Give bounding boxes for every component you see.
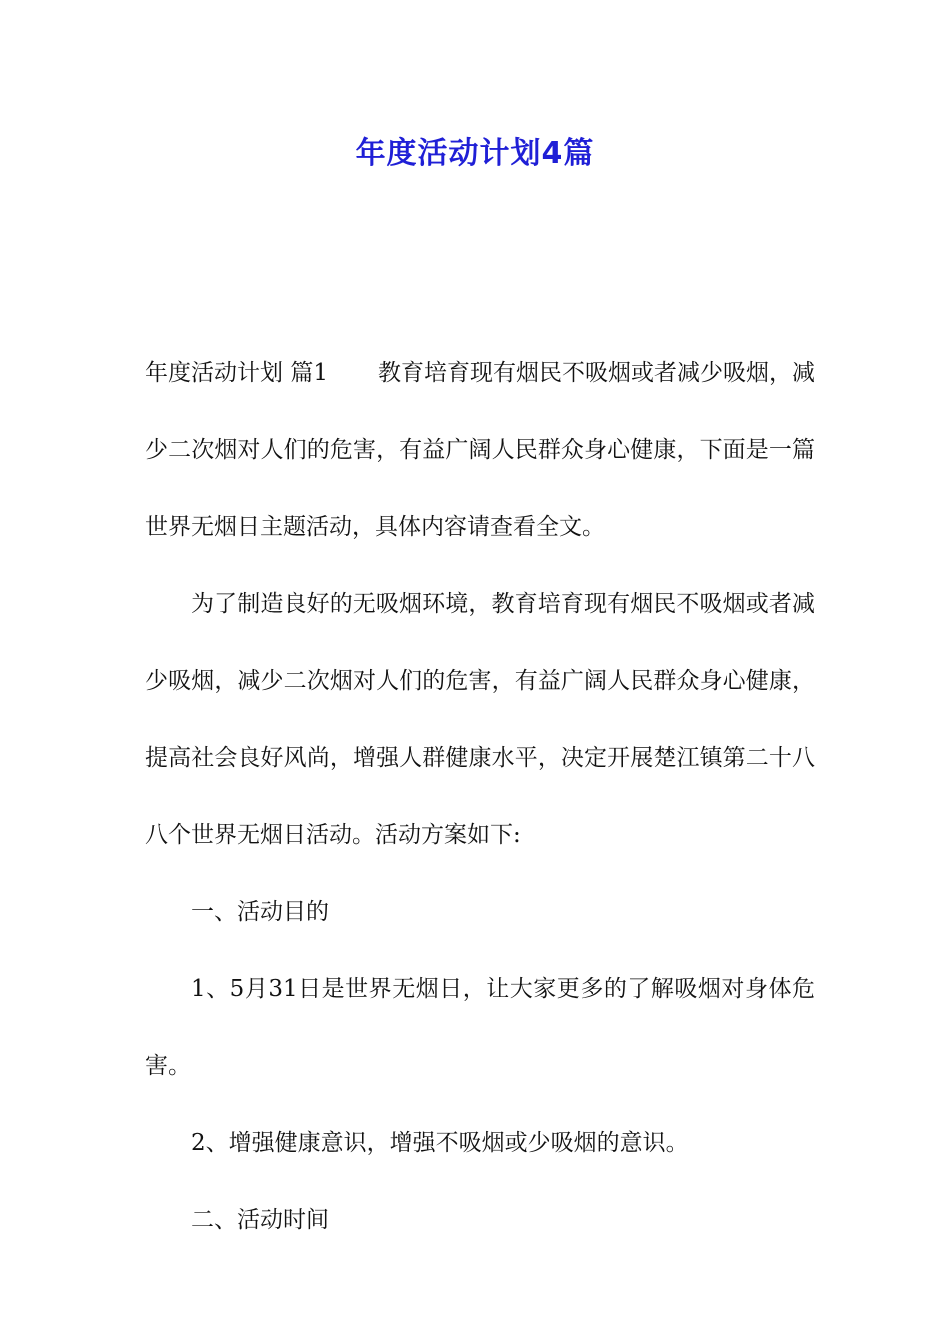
section-label: 年度活动计划 篇1 (145, 360, 328, 386)
document-body (145, 335, 815, 1259)
intro-text: 教育培育现有烟民不吸烟或者减少吸烟，减少二次烟对人们的危害，有益广阔人民群众身心健康，下面是一篇世界无烟日主题活动，具体内容请查看全文。 (145, 360, 816, 540)
heading-activity-goal: 一、活动目的 (191, 899, 329, 925)
document-title: 年度活动计划4篇 (355, 136, 595, 171)
goal-item-2: 2、增强健康意识，增强不吸烟或少吸烟的意识。 (191, 1130, 689, 1156)
paragraph-purpose-intro: 为了制造良好的无吸烟环境，教育培育现有烟民不吸烟或者减少吸烟，减少二次烟对人们的危害，有益广阔人民群众身心健康，提高社会良好风尚，增强人群健康水平，决定开展楚江镇第二十八八个世界无烟日活动。活动方案如下: (145, 591, 815, 848)
intro-paragraph (145, 335, 815, 566)
heading-activity-time: 二、活动时间 (191, 1207, 329, 1233)
goal-item-1: 1、5月31日是世界无烟日，让大家更多的了解吸烟对身体危害。 (145, 976, 815, 1079)
